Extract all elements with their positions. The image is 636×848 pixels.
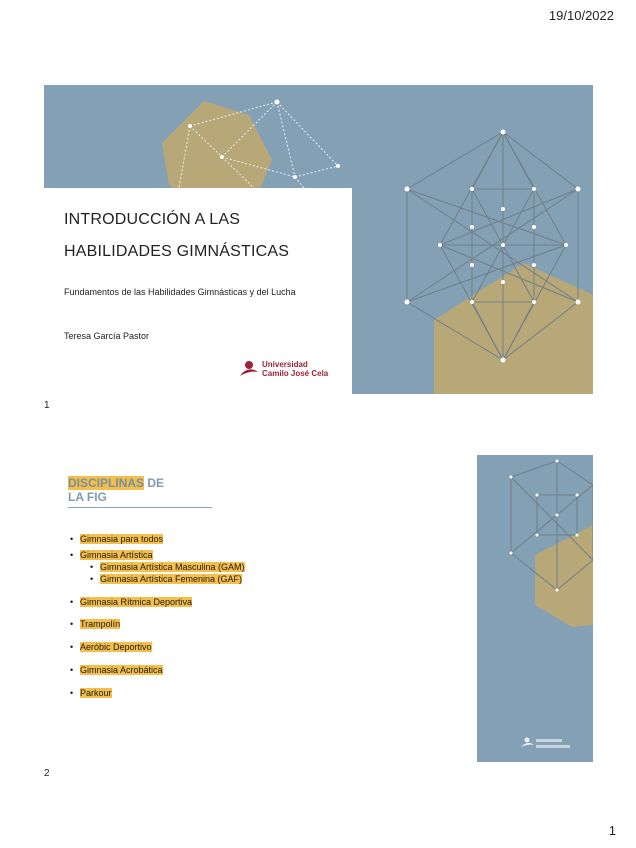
page-number: 1 [608, 823, 616, 838]
list-item: • Gimnasia Acrobática [70, 665, 163, 675]
heading-rest: DE [144, 476, 165, 490]
author-name: Teresa García Pastor [64, 331, 150, 341]
slide-title [64, 204, 289, 268]
slide-number-2: 2 [44, 768, 50, 779]
slide-number-1: 1 [44, 400, 50, 411]
list-item: • Gimnasia Rítmica Deportiva [70, 597, 193, 607]
title-line-2: HABILIDADES GIMNÁSTICAS [64, 243, 290, 260]
university-logo-icon [239, 360, 259, 378]
logo-line-2: Camilo José Cela [262, 369, 329, 378]
slide-1 [44, 85, 593, 394]
heading-highlight: DISCIPLINAS [68, 476, 145, 490]
slide-subtitle: Fundamentos de las Habilidades Gimnásticas y del Lucha [64, 287, 296, 297]
title-line-1: INTRODUCCIÓN A LAS [64, 211, 241, 228]
mini-logo-icon [521, 738, 570, 749]
university-logo [239, 360, 328, 378]
geometric-network-graphic [477, 455, 593, 762]
list-subitem: • Gimnasia Artística Masculina (GAM) [90, 562, 245, 572]
heading-line-2: LA FIG [68, 490, 107, 504]
title-card [44, 188, 352, 394]
list-item: • Parkour [70, 688, 112, 698]
slide-2-heading [68, 476, 164, 504]
list-item: • Trampolín [70, 619, 121, 629]
heading-divider [68, 507, 212, 508]
slide-2-side-panel [477, 455, 593, 762]
list-item: • Gimnasia para todos [70, 534, 164, 544]
print-date: 19/10/2022 [548, 8, 614, 23]
list-item: • Gimnasia Artística [70, 550, 153, 560]
logo-line-1: Universidad [262, 360, 308, 369]
list-item: • Aeróbic Deportivo [70, 642, 152, 652]
list-subitem: • Gimnasia Artística Femenina (GAF) [90, 574, 243, 584]
